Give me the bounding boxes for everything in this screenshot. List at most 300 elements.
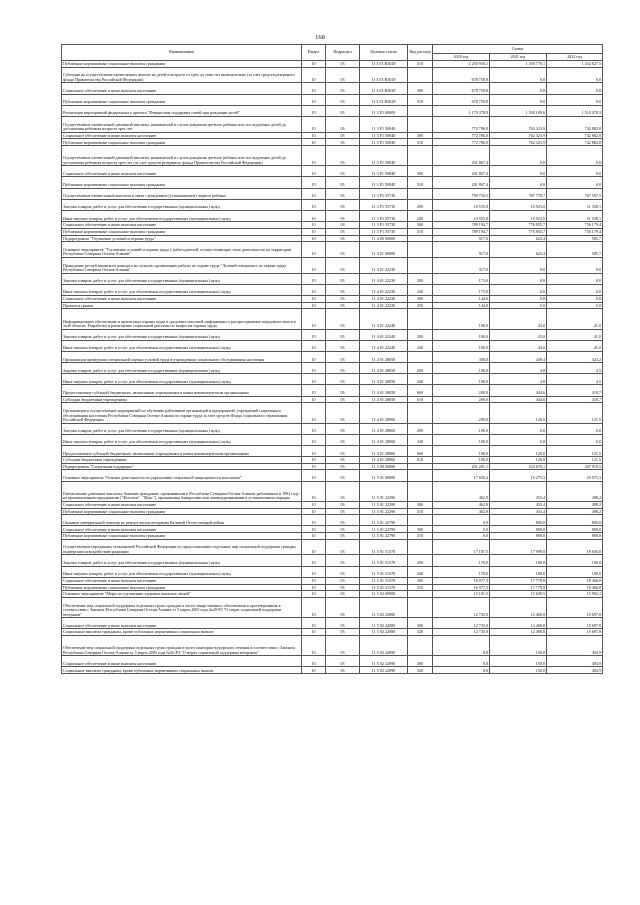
cell-name: Осуществление переданных полномочий Российской Федерации по предоставлению отдельных мер социальной поддержки граждан, подвергшихся воздействию радиации (62, 539, 302, 555)
cell-sum-2022: 0,0 (547, 177, 603, 188)
cell-subsection: 03 (326, 363, 360, 374)
cell-subsection: 03 (326, 374, 360, 385)
cell-sum-2020: 17 650,4 (433, 470, 490, 481)
cell-name: Публичные нормативные социальные выплаты гражданам (62, 94, 302, 105)
cell-sum-2022: 4,5 (547, 363, 603, 374)
cell-section: 10 (302, 403, 326, 423)
table-row (62, 597, 603, 617)
cell-subsection: 03 (326, 351, 360, 362)
cell-sum-2022: 41,0 (547, 309, 603, 329)
cell-sum-2020: 170,0 (433, 555, 490, 566)
cell-sum-2022: 756 179,4 (547, 228, 603, 235)
cell-target-item: 11 5 02 22090 (360, 667, 408, 674)
cell-name: Публичные нормативные социальные выплаты гражданам (62, 584, 302, 591)
cell-section: 10 (302, 470, 326, 481)
cell-name: Оказание материальной помощи на ремонт жилья ветеранам Великой Отечественной войны (62, 515, 302, 526)
cell-section: 10 (302, 302, 326, 309)
cell-subsection: 03 (326, 533, 360, 540)
table-row (62, 656, 603, 667)
table-row (62, 526, 603, 533)
cell-subsection: 03 (326, 94, 360, 105)
cell-expense-type: 300 (408, 222, 433, 229)
cell-sum-2021: 0,0 (490, 295, 547, 302)
cell-name: Основное мероприятие "Меры по улучшению здоровья пожилых людей" (62, 591, 302, 598)
cell-sum-2021: 17 999,8 (490, 539, 547, 555)
table-row (62, 94, 603, 105)
cell-section: 10 (302, 188, 326, 199)
cell-section: 10 (302, 295, 326, 302)
cell-subsection: 03 (326, 618, 360, 629)
cell-sum-2022: 404,9 (547, 635, 603, 655)
cell-sum-2021: 0,0 (490, 423, 547, 434)
table-row (62, 199, 603, 210)
table-row (62, 139, 603, 146)
cell-expense-type: 310 (408, 139, 433, 146)
cell-sum-2022: 190,0 (547, 555, 603, 566)
cell-expense-type (408, 116, 433, 132)
cell-sum-2020: 317,0 (433, 257, 490, 273)
cell-subsection: 03 (326, 329, 360, 340)
cell-target-item: 11 4 01 28060 (360, 403, 408, 423)
cell-target-item: 11 5 01 22790 (360, 526, 408, 533)
cell-subsection: 03 (326, 242, 360, 258)
cell-sum-2021: 180,0 (490, 555, 547, 566)
cell-name: Предоставление субсидий бюджетным, автономным учреждениям и иным некоммерческим организациям (62, 385, 302, 396)
cell-sum-2022: 404,9 (547, 656, 603, 667)
cell-name: Социальное обеспечение и иные выплаты населению (62, 132, 302, 139)
cell-section: 10 (302, 374, 326, 385)
cell-target-item: 11 3 P1 00000 (360, 105, 408, 116)
cell-sum-2022: 0,0 (547, 423, 603, 434)
cell-sum-2020: 2 250 936,1 (433, 61, 490, 68)
cell-subsection: 03 (326, 515, 360, 526)
cell-subsection: 03 (326, 284, 360, 295)
cell-section: 10 (302, 228, 326, 235)
cell-section: 10 (302, 177, 326, 188)
cell-name: Публичные нормативные социальные выплаты гражданам (62, 228, 302, 235)
cell-sum-2020: 100,0 (433, 423, 490, 434)
cell-name: Осуществление ежемесячной выплаты в связи с рождением (усыновлением) первого ребенка (62, 188, 302, 199)
cell-section: 10 (302, 597, 326, 617)
cell-name: Социальное обеспечение и иные выплаты населению (62, 166, 302, 177)
cell-name: Публичные нормативные социальные выплаты гражданам (62, 177, 302, 188)
cell-target-item: 11 3 P1 55730 (360, 199, 408, 210)
cell-name: Публичные нормативные социальные выплаты гражданам (62, 508, 302, 515)
table-row (62, 351, 603, 362)
cell-sum-2020: 0,0 (433, 667, 490, 674)
cell-sum-2021: 17 779,8 (490, 584, 547, 591)
cell-section: 10 (302, 533, 326, 540)
cell-sum-2021: 150,0 (490, 656, 547, 667)
cell-sum-2021: 800,0 (490, 533, 547, 540)
cell-name: Социальное обеспечение и иные выплаты населению (62, 618, 302, 629)
cell-sum-2022: 0,0 (547, 83, 603, 94)
cell-expense-type (408, 351, 433, 362)
cell-sum-2020: 100,0 (433, 374, 490, 385)
cell-expense-type: 200 (408, 363, 433, 374)
cell-section: 10 (302, 329, 326, 340)
cell-subsection: 03 (326, 83, 360, 94)
cell-expense-type: 310 (408, 61, 433, 68)
cell-sum-2021: 180,0 (490, 566, 547, 577)
cell-subsection: 03 (326, 423, 360, 434)
cell-expense-type: 240 (408, 284, 433, 295)
cell-sum-2020: 17 187,5 (433, 539, 490, 555)
table-row (62, 591, 603, 598)
cell-subsection: 03 (326, 228, 360, 235)
cell-expense-type: 200 (408, 329, 433, 340)
cell-sum-2021: 0,0 (490, 177, 547, 188)
cell-sum-2021: 453,4 (490, 481, 547, 501)
cell-name: Проведение республиканского конкурса на лучшую организацию работы по охране труда "Лучший специалист по охране труда Республики Северная Осетия-Алания" (62, 257, 302, 273)
cell-sum-2022: 404,9 (547, 667, 603, 674)
cell-name: Предоставление субсидий бюджетным, автономным учреждениям и иным некоммерческим организациям (62, 445, 302, 456)
cell-subsection: 03 (326, 210, 360, 221)
cell-expense-type: 610 (408, 396, 433, 403)
table-row (62, 273, 603, 284)
cell-target-item: 11 4 01 22240 (360, 329, 408, 340)
cell-sum-2020: 772 786,0 (433, 116, 490, 132)
cell-name: Подпрограмма "Улучшение условий и охраны труда" (62, 235, 302, 242)
table-row (62, 515, 603, 526)
table-row (62, 295, 603, 302)
cell-sum-2020: 917,0 (433, 242, 490, 258)
cell-sum-2020: 144,0 (433, 302, 490, 309)
table-row (62, 555, 603, 566)
cell-subsection: 03 (326, 635, 360, 655)
cell-sum-2020: 462,9 (433, 508, 490, 515)
cell-subsection: 03 (326, 501, 360, 508)
cell-name: Премии и гранты (62, 302, 302, 309)
cell-section: 10 (302, 94, 326, 105)
table-row (62, 309, 603, 329)
cell-subsection: 03 (326, 235, 360, 242)
cell-sum-2021: 4,8 (490, 363, 547, 374)
cell-section: 10 (302, 584, 326, 591)
cell-expense-type (408, 309, 433, 329)
cell-section: 10 (302, 166, 326, 177)
cell-sum-2020: 15 101,5 (433, 591, 490, 598)
cell-sum-2020: 200,0 (433, 385, 490, 396)
cell-subsection: 03 (326, 340, 360, 351)
cell-sum-2022: 0,0 (547, 166, 603, 177)
cell-sum-2020: 300,0 (433, 351, 490, 362)
cell-section: 10 (302, 526, 326, 533)
cell-sum-2021: 19 273,3 (490, 470, 547, 481)
cell-target-item: 11 3 P1 55730 (360, 222, 408, 229)
cell-section: 10 (302, 555, 326, 566)
cell-expense-type: 240 (408, 374, 433, 385)
table-row (62, 374, 603, 385)
cell-sum-2022: 121,5 (547, 457, 603, 464)
cell-sum-2021: 10 923,0 (490, 210, 547, 221)
table-row (62, 457, 603, 464)
cell-sum-2021: 776 855,7 (490, 228, 547, 235)
table-row (62, 403, 603, 423)
cell-sum-2022: 423,2 (547, 351, 603, 362)
cell-sum-2020: 0,0 (433, 526, 490, 533)
cell-sum-2020: 144,0 (433, 295, 490, 302)
cell-name: Субсидия на осуществление ежемесячных выплат на детей в возрасте от трёх до семи лет включительно (за счет средств резервного фонда Правительства Российской Федерации) (62, 67, 302, 83)
cell-sum-2021: 787 778,7 (490, 188, 547, 199)
cell-section: 10 (302, 351, 326, 362)
cell-sum-2020: 10 555,8 (433, 210, 490, 221)
cell-expense-type: 300 (408, 132, 433, 139)
table-row (62, 533, 603, 540)
cell-target-item: 11 5 01 22290 (360, 501, 408, 508)
cell-subsection: 03 (326, 403, 360, 423)
cell-expense-type (408, 403, 433, 423)
cell-sum-2021: 762 323,9 (490, 132, 547, 139)
cell-sum-2020: 170,0 (433, 566, 490, 577)
cell-sum-2021: 0,0 (490, 94, 547, 105)
cell-expense-type (408, 635, 433, 655)
table-row (62, 566, 603, 577)
cell-sum-2022: 10 697,8 (547, 618, 603, 629)
cell-name: Иные закупки товаров, работ и услуг для обеспечения государственных (муниципальных) нужд (62, 566, 302, 577)
cell-expense-type: 300 (408, 577, 433, 584)
table-row (62, 146, 603, 166)
cell-sum-2021: 150,0 (490, 667, 547, 674)
cell-name: Основное мероприятие "Основы деятельности по укреплению социальной защищенности населения" (62, 470, 302, 481)
cell-section: 10 (302, 116, 326, 132)
cell-subsection: 03 (326, 105, 360, 116)
cell-subsection: 03 (326, 385, 360, 396)
cell-subsection: 03 (326, 61, 360, 68)
cell-sum-2021: 43,0 (490, 329, 547, 340)
cell-target-item: 11 5 02 22090 (360, 656, 408, 667)
cell-sum-2021: 233 670,1 (490, 463, 547, 470)
cell-sum-2020: 173,0 (433, 284, 490, 295)
cell-expense-type: 310 (408, 508, 433, 515)
cell-target-item: 11 3 03 R302F (360, 67, 408, 83)
cell-sum-2021: 0,0 (490, 166, 547, 177)
cell-subsection: 03 (326, 166, 360, 177)
cell-sum-2020: 789 194,7 (433, 222, 490, 229)
cell-subsection: 03 (326, 146, 360, 166)
cell-section: 10 (302, 363, 326, 374)
cell-sum-2020: 678 750,8 (433, 83, 490, 94)
cell-section: 10 (302, 591, 326, 598)
cell-subsection: 03 (326, 584, 360, 591)
cell-name: Закупка товаров, работ и услуг для обеспечения государственных (муниципальных) нужд (62, 363, 302, 374)
cell-target-item: 11 4 01 00000 (360, 242, 408, 258)
cell-expense-type (408, 463, 433, 470)
cell-expense-type: 240 (408, 340, 433, 351)
cell-section: 10 (302, 284, 326, 295)
cell-sum-2022: 18 656,8 (547, 539, 603, 555)
table-row (62, 340, 603, 351)
cell-subsection: 03 (326, 309, 360, 329)
cell-expense-type: 610 (408, 457, 433, 464)
table-row (62, 67, 603, 83)
cell-name: Иные закупки товаров, работ и услуг для обеспечения государственных (муниципальных) нужд (62, 374, 302, 385)
cell-sum-2022: 756 179,4 (547, 222, 603, 229)
cell-name: Закупка товаров, работ и услуг для обеспечения государственных (муниципальных) нужд (62, 329, 302, 340)
cell-section: 10 (302, 67, 326, 83)
cell-section: 10 (302, 235, 326, 242)
cell-name: Организация проведения специальной оценки условий труда в учреждениях социального обслуживания населения (62, 351, 302, 362)
cell-sum-2022: 0,0 (547, 94, 603, 105)
cell-expense-type: 300 (408, 501, 433, 508)
cell-sum-2022: 418,7 (547, 396, 603, 403)
cell-sum-2021: 800,0 (490, 526, 547, 533)
cell-expense-type: 240 (408, 566, 433, 577)
cell-subsection: 03 (326, 470, 360, 481)
cell-section: 10 (302, 515, 326, 526)
header-subsection: Подраздел (326, 45, 360, 61)
cell-subsection: 03 (326, 132, 360, 139)
table-row (62, 284, 603, 295)
cell-sum-2020: 462,9 (433, 481, 490, 501)
table-row (62, 385, 603, 396)
cell-expense-type: 300 (408, 656, 433, 667)
cell-sum-2020: 678 750,8 (433, 94, 490, 105)
table-row (62, 577, 603, 584)
cell-target-item: 11 5 01 22790 (360, 515, 408, 526)
cell-sum-2020: 201 867,4 (433, 166, 490, 177)
cell-subsection: 03 (326, 199, 360, 210)
table-row (62, 257, 603, 273)
cell-target-item: 11 5 01 22290 (360, 508, 408, 515)
cell-sum-2020: 100,0 (433, 457, 490, 464)
cell-name: Иные закупки товаров, работ и услуг для обеспечения государственных (муниципальных) нужд (62, 210, 302, 221)
cell-section: 10 (302, 396, 326, 403)
cell-name: Социальное обеспечение и иные выплаты населению (62, 83, 302, 94)
cell-target-item: 11 5 02 22080 (360, 597, 408, 617)
cell-sum-2020: 462,9 (433, 501, 490, 508)
cell-sum-2022: 1 510 478,3 (547, 105, 603, 116)
cell-sum-2021: 0,0 (490, 67, 547, 83)
cell-target-item: 11 4 01 22230 (360, 257, 408, 273)
cell-section: 10 (302, 309, 326, 329)
cell-sum-2021: 453,4 (490, 501, 547, 508)
cell-section: 10 (302, 481, 326, 501)
cell-target-item: 11 4 01 22230 (360, 284, 408, 295)
header-year-2021: 2021 год (490, 54, 547, 61)
cell-expense-type (408, 67, 433, 83)
cell-name: Закупка товаров, работ и услуг для обеспечения государственных (муниципальных) нужд (62, 273, 302, 284)
cell-name: Социальное обеспечение и иные выплаты населению (62, 501, 302, 508)
cell-subsection: 03 (326, 188, 360, 199)
cell-subsection: 03 (326, 295, 360, 302)
cell-sum-2022: 41,0 (547, 340, 603, 351)
table-row (62, 463, 603, 470)
cell-sum-2020: 16 977,5 (433, 584, 490, 591)
cell-name: Осуществление ежемесячной денежной выплаты, назначаемой в случае рождения третьего ребенка или последующих детей до достижения ребенком возраста трех лет (62, 116, 302, 132)
cell-sum-2022: 498,2 (547, 508, 603, 515)
cell-sum-2021: 10 923,0 (490, 199, 547, 210)
cell-subsection: 03 (326, 445, 360, 456)
cell-sum-2022: 800,0 (547, 533, 603, 540)
cell-sum-2020: 0,0 (433, 635, 490, 655)
cell-section: 10 (302, 501, 326, 508)
table-row (62, 210, 603, 221)
cell-subsection: 03 (326, 177, 360, 188)
cell-subsection: 03 (326, 566, 360, 577)
cell-target-item: 11 4 01 22230 (360, 273, 408, 284)
cell-sum-2022: 767 597,5 (547, 188, 603, 199)
cell-target-item: 11 4 01 28050 (360, 385, 408, 396)
cell-section: 10 (302, 629, 326, 636)
cell-expense-type: 600 (408, 445, 433, 456)
cell-target-item: 11 3 P1 55730 (360, 228, 408, 235)
cell-target-item: 11 3 03 R302F (360, 83, 408, 94)
cell-sum-2022: 0,0 (547, 273, 603, 284)
cell-subsection: 03 (326, 396, 360, 403)
cell-sum-2022: 0,0 (547, 302, 603, 309)
table-row (62, 618, 603, 629)
cell-target-item: 11 4 01 22240 (360, 340, 408, 351)
cell-sum-2021: 43,0 (490, 340, 547, 351)
cell-target-item: 11 4 01 28050 (360, 396, 408, 403)
cell-expense-type: 310 (408, 94, 433, 105)
cell-sum-2022: 585,7 (547, 235, 603, 242)
cell-expense-type: 300 (408, 83, 433, 94)
table-row (62, 584, 603, 591)
cell-sum-2020: 100,0 (433, 434, 490, 445)
header-year-2020: 2020 год (433, 54, 490, 61)
cell-name: Иные закупки товаров, работ и услуг для обеспечения государственных (муниципальных) нужд (62, 434, 302, 445)
cell-expense-type (408, 515, 433, 526)
table-row (62, 188, 603, 199)
table-row (62, 242, 603, 258)
cell-section: 10 (302, 222, 326, 229)
table-row (62, 445, 603, 456)
cell-name: Закупка товаров, работ и услуг для обеспечения государственных (муниципальных) нужд (62, 423, 302, 434)
cell-sum-2020: 0,0 (433, 656, 490, 667)
cell-name: Субсидии бюджетным учреждениям (62, 457, 302, 464)
cell-sum-2022: 0,0 (547, 284, 603, 295)
cell-sum-2022: 121,5 (547, 403, 603, 423)
cell-sum-2020: 200,0 (433, 403, 490, 423)
cell-subsection: 03 (326, 273, 360, 284)
cell-section: 10 (302, 105, 326, 116)
cell-name: Социальное обеспечение и иные выплаты населению (62, 656, 302, 667)
cell-sum-2022: 18 466,8 (547, 584, 603, 591)
cell-sum-2020: 678 750,8 (433, 67, 490, 83)
cell-target-item: 11 4 01 28060 (360, 423, 408, 434)
table-row (62, 235, 603, 242)
table-body (62, 61, 603, 674)
cell-name: Субсидии бюджетным учреждениям (62, 396, 302, 403)
cell-name: Обеспечение мер социальной поддержки отдельных групп граждан в части лекарственного обеспечения и протезирования в соответствии с Законом Республики Северная Осетия-Алания от 5 марта 2005 года №20-РЗ "О мерах социальной поддержки ветеранов" (62, 597, 302, 617)
cell-name: Обеспечение мер социальной поддержки отдельных групп граждан в части санаторно-курортного лечения в соответствии с Законом Республики Северная Осетия-Алания от 5 марта 2005 года №20-РЗ "О мерах социальной поддержки ветеранов" (62, 635, 302, 655)
table-row (62, 132, 603, 139)
cell-expense-type: 200 (408, 555, 433, 566)
cell-subsection: 03 (326, 222, 360, 229)
cell-sum-2021: 0,0 (490, 302, 547, 309)
table-row (62, 481, 603, 501)
cell-sum-2022: 0,0 (547, 67, 603, 83)
cell-target-item: 11 5 02 22090 (360, 635, 408, 655)
cell-expense-type (408, 539, 433, 555)
cell-name: Информационное обеспечение и пропаганда охраны труда в средствах массовой информации и распространение передового опыта в этой области. Разработка и размещение социальной рекламы по вопросам охраны труда (62, 309, 302, 329)
cell-expense-type: 600 (408, 385, 433, 396)
cell-target-item: 11 3 P1 5084F (360, 146, 408, 166)
cell-target-item: 11 4 00 00000 (360, 235, 408, 242)
cell-sum-2021: 762 323,9 (490, 139, 547, 146)
cell-target-item: 11 3 P1 50840 (360, 116, 408, 132)
table-row (62, 329, 603, 340)
cell-sum-2021: 444,6 (490, 385, 547, 396)
cell-section: 10 (302, 242, 326, 258)
cell-target-item: 11 3 P1 5084F (360, 166, 408, 177)
cell-sum-2020: 16 977,5 (433, 577, 490, 584)
cell-name: Иные закупки товаров, работ и услуг для обеспечения государственных (муниципальных) нужд (62, 284, 302, 295)
cell-sum-2021: 120,0 (490, 445, 547, 456)
cell-subsection: 03 (326, 591, 360, 598)
